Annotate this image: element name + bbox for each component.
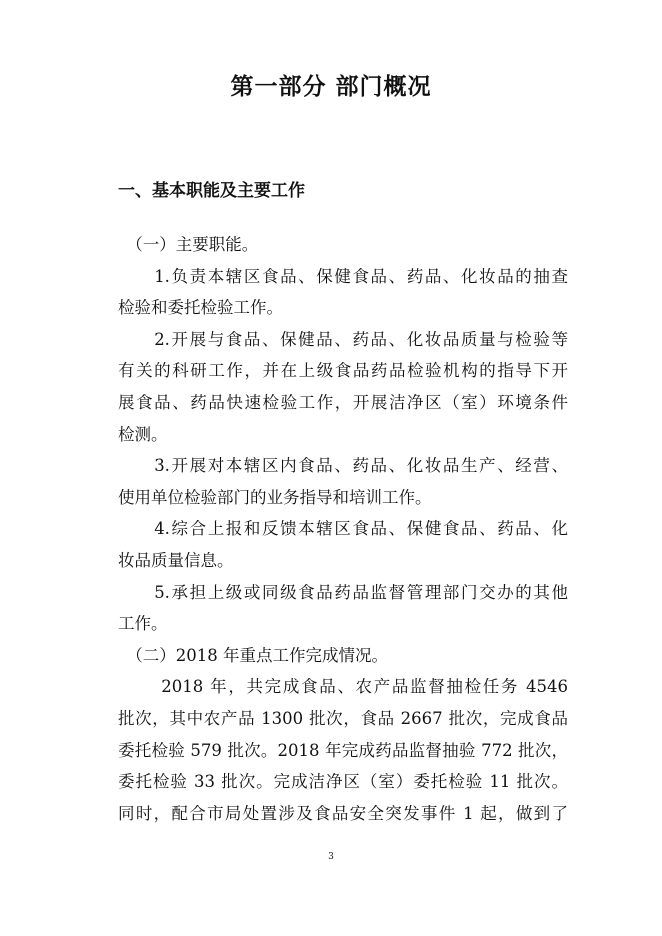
text-line: 工作。 [118, 614, 168, 634]
text-line: 3.开展对本辖区内食品、药品、化妆品生产、经营、 [118, 456, 568, 476]
body-text [118, 229, 568, 829]
text-line: 同时，配合市局处置涉及食品安全突发事件 1 起，做到了 [118, 803, 568, 823]
text-line: 2018 年，共完成食品、农产品监督抽检任务 4546 [118, 677, 568, 697]
text-line: 使用单位检验部门的业务指导和培训工作。 [118, 487, 432, 507]
text-line: 妆品质量信息。 [118, 550, 234, 570]
text-line: 委托检验 33 批次。完成洁净区（室）委托检验 11 批次。 [118, 772, 568, 792]
page-number: 3 [328, 852, 334, 862]
page-title: 第一部分 部门概况 [230, 74, 432, 100]
text-line: （二）2018 年重点工作完成情况。 [118, 645, 388, 665]
text-line: 4.综合上报和反馈本辖区食品、保健食品、药品、化 [118, 519, 568, 539]
section-heading: 一、基本职能及主要工作 [118, 181, 305, 201]
text-line: 委托检验 579 批次。2018 年完成药品监督抽验 772 批次， [118, 740, 568, 760]
text-line: 检测。 [118, 424, 168, 444]
text-line: 有关的科研工作，并在上级食品药品检验机构的指导下开 [118, 361, 568, 381]
text-line: 展食品、药品快速检验工作，开展洁净区（室）环境条件 [118, 392, 568, 412]
text-line: 批次，其中农产品 1300 批次，食品 2667 批次，完成食品 [118, 708, 568, 728]
text-line: 2.开展与食品、保健品、药品、化妆品质量与检验等 [118, 329, 568, 349]
text-line: 5.承担上级或同级食品药品监督管理部门交办的其他 [118, 582, 568, 602]
text-line: 1.负责本辖区食品、保健食品、药品、化妆品的抽查 [118, 266, 568, 286]
text-line: （一）主要职能。 [118, 235, 259, 254]
text-line: 检验和委托检验工作。 [118, 298, 283, 318]
